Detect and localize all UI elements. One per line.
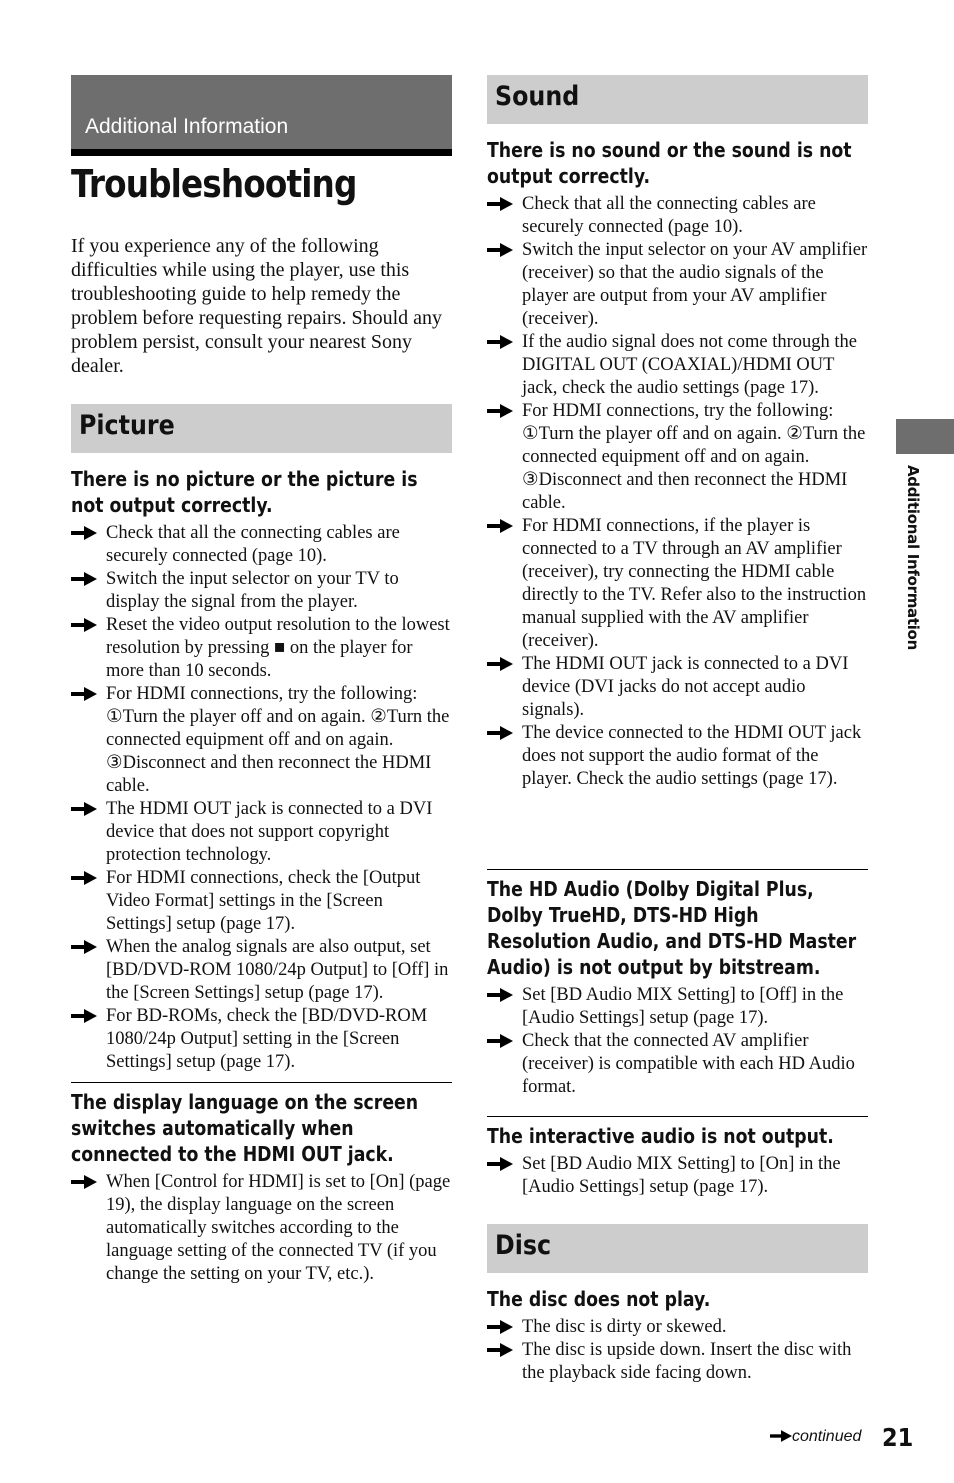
page-number: 21: [882, 1423, 914, 1452]
list-item: [487, 653, 868, 722]
list-item-text: Reset the video output resolution to the lowest resolution by pressing ■ on the player for more than 10 seconds.: [106, 615, 450, 681]
list-item-text: For HDMI connections, try the following: ①Turn the player off and on again. ②Turn the connected equipment off and on again. ③Disconnect and then reconnect the HDMI cable.: [522, 401, 866, 513]
list-item-text: Switch the input selector on your AV amplifier (receiver) so that the audio signals of the player are output from your AV amplifier (receiver).: [522, 240, 868, 329]
list-item: [487, 1339, 868, 1385]
sound-q3-question: The interactive audio is not output.: [487, 1124, 834, 1148]
arrow-bullet-icon: [487, 404, 513, 418]
arrow-bullet-icon: [71, 572, 97, 586]
sound-q1-block: [487, 137, 868, 791]
arrow-bullet-icon: [71, 871, 97, 885]
disc-q1-question: The disc does not play.: [487, 1287, 711, 1311]
list-item-text: The HDMI OUT jack is connected to a DVI device that does not support copyright protection technology.: [106, 799, 433, 865]
list-item-text: For BD-ROMs, check the [BD/DVD-ROM 1080/24p Output] setting in the [Screen Settings] setup (page 17).: [106, 1006, 428, 1072]
list-item-text: Set [BD Audio MIX Setting] to [Off] in the [Audio Settings] setup (page 17).: [522, 985, 844, 1028]
arrow-bullet-icon: [487, 657, 513, 671]
sound-q2-question: The HD Audio (Dolby Digital Plus, Dolby TrueHD, DTS-HD High Resolution Audio, and DTS-HD Master Audio) is not output by bitstream.: [487, 877, 857, 979]
list-item: [487, 193, 868, 239]
picture-q2-question: The display language on the screen switches automatically when connected to the HDMI OUT jack.: [71, 1090, 419, 1166]
arrow-bullet-icon: [487, 197, 513, 211]
arrow-bullet-icon: [71, 687, 97, 701]
list-item: [71, 614, 452, 683]
sound-q1-question: There is no sound or the sound is not output correctly.: [487, 138, 852, 188]
arrow-bullet-icon: [487, 1343, 513, 1357]
side-tab-label: Additional Information: [904, 465, 922, 650]
list-item-text: When the analog signals are also output, set [BD/DVD-ROM 1080/24p Output] to [Off] in the [Screen Settings] setup (page 17).: [106, 937, 449, 1003]
list-item-text: Switch the input selector on your TV to display the signal from the player.: [106, 569, 399, 612]
disc-q1-block: [487, 1286, 868, 1385]
picture-q1-list: [71, 522, 452, 1074]
sound-q2-block: [487, 869, 868, 1099]
arrow-bullet-icon: [487, 1034, 513, 1048]
arrow-bullet-icon: [487, 726, 513, 740]
list-item: [71, 568, 452, 614]
list-item: [71, 1005, 452, 1074]
continued-label: continued: [792, 1428, 862, 1445]
list-item-text: For HDMI connections, if the player is connected to a TV through an AV amplifier (receiver), try connecting the HDMI cable directly to the TV. Refer also to the instruction manual supplied with the AV amplifier (receiver).: [522, 516, 867, 651]
list-item: [487, 400, 868, 515]
list-item: [71, 867, 452, 936]
sound-q3-list: [487, 1153, 868, 1199]
section-sound-title: Sound: [495, 81, 580, 112]
arrow-bullet-icon: [71, 940, 97, 954]
list-item: [487, 331, 868, 400]
section-sound-header: [487, 75, 868, 124]
sound-q2-list: [487, 984, 868, 1099]
list-item: [487, 1030, 868, 1099]
section-picture-header: [71, 404, 452, 453]
list-item-text: Set [BD Audio MIX Setting] to [On] in the [Audio Settings] setup (page 17).: [522, 1154, 841, 1197]
arrow-bullet-icon: [487, 988, 513, 1002]
arrow-bullet-icon: [71, 526, 97, 540]
chapter-title: Additional Information: [85, 115, 289, 138]
list-item-text: The disc is upside down. Insert the disc with the playback side facing down.: [522, 1340, 852, 1383]
picture-q2-block: [71, 1082, 452, 1286]
list-item: [487, 515, 868, 653]
page-title: Troubleshooting: [71, 162, 357, 206]
arrow-bullet-icon: [487, 335, 513, 349]
arrow-bullet-icon: [487, 519, 513, 533]
list-item: [71, 1171, 452, 1286]
arrow-bullet-icon: [71, 1009, 97, 1023]
arrow-bullet-icon: [71, 1175, 97, 1189]
list-item: [487, 239, 868, 331]
chapter-band: [71, 75, 452, 156]
list-item-text: Check that all the connecting cables are securely connected (page 10).: [522, 194, 816, 237]
list-item-text: The disc is dirty or skewed.: [522, 1317, 727, 1337]
list-item-text: If the audio signal does not come through the DIGITAL OUT (COAXIAL)/HDMI OUT jack, check the audio settings (page 17).: [522, 332, 857, 398]
arrow-bullet-icon: [71, 618, 97, 632]
list-item-text: Check that all the connecting cables are securely connected (page 10).: [106, 523, 400, 566]
list-item: [487, 722, 868, 791]
list-item: [71, 798, 452, 867]
arrow-bullet-icon: [487, 1320, 513, 1334]
list-item-text: For HDMI connections, try the following: ①Turn the player off and on again. ②Turn the connected equipment off and on again. ③Disconnect and then reconnect the HDMI cable.: [106, 684, 450, 796]
picture-q1-block: [71, 466, 452, 1074]
list-item: [487, 1153, 868, 1199]
section-disc-title: Disc: [495, 1230, 552, 1261]
list-item: [71, 936, 452, 1005]
section-disc-header: [487, 1224, 868, 1273]
list-item-text: When [Control for HDMI] is set to [On] (page 19), the display language on the screen automatically switches according to the language setting of the connected TV (if you change the setting on your TV, etc.).: [106, 1172, 451, 1284]
arrow-bullet-icon: [487, 243, 513, 257]
list-item: [487, 984, 868, 1030]
list-item: [71, 683, 452, 798]
list-item-text: The device connected to the HDMI OUT jack does not support the audio format of the player. Check the audio settings (page 17).: [522, 723, 862, 789]
section-picture-title: Picture: [79, 410, 175, 441]
list-item: [487, 1316, 868, 1339]
list-item: [71, 522, 452, 568]
arrow-right-icon: [770, 1430, 792, 1442]
list-item-text: Check that the connected AV amplifier (receiver) is compatible with each HD Audio format.: [522, 1031, 855, 1097]
list-item-text: For HDMI connections, check the [Output Video Format] settings in the [Screen Settings] setup (page 17).: [106, 868, 421, 934]
sound-q3-block: [487, 1116, 868, 1199]
intro-paragraph: If you experience any of the following difficulties while using the player, use this troubleshooting guide to help remedy the problem before requesting repairs. Should any problem persist, consult your nearest Sony dealer.: [71, 235, 443, 377]
list-item-text: The HDMI OUT jack is connected to a DVI device (DVI jacks do not accept audio signals).: [522, 654, 849, 720]
side-tab-marker: [896, 419, 954, 454]
arrow-bullet-icon: [71, 802, 97, 816]
arrow-bullet-icon: [487, 1157, 513, 1171]
continued-indicator: [770, 1428, 861, 1446]
picture-q2-list: [71, 1171, 452, 1286]
picture-q1-question: There is no picture or the picture is not output correctly.: [71, 467, 418, 517]
disc-q1-list: [487, 1316, 868, 1385]
sound-q1-list: [487, 193, 868, 791]
